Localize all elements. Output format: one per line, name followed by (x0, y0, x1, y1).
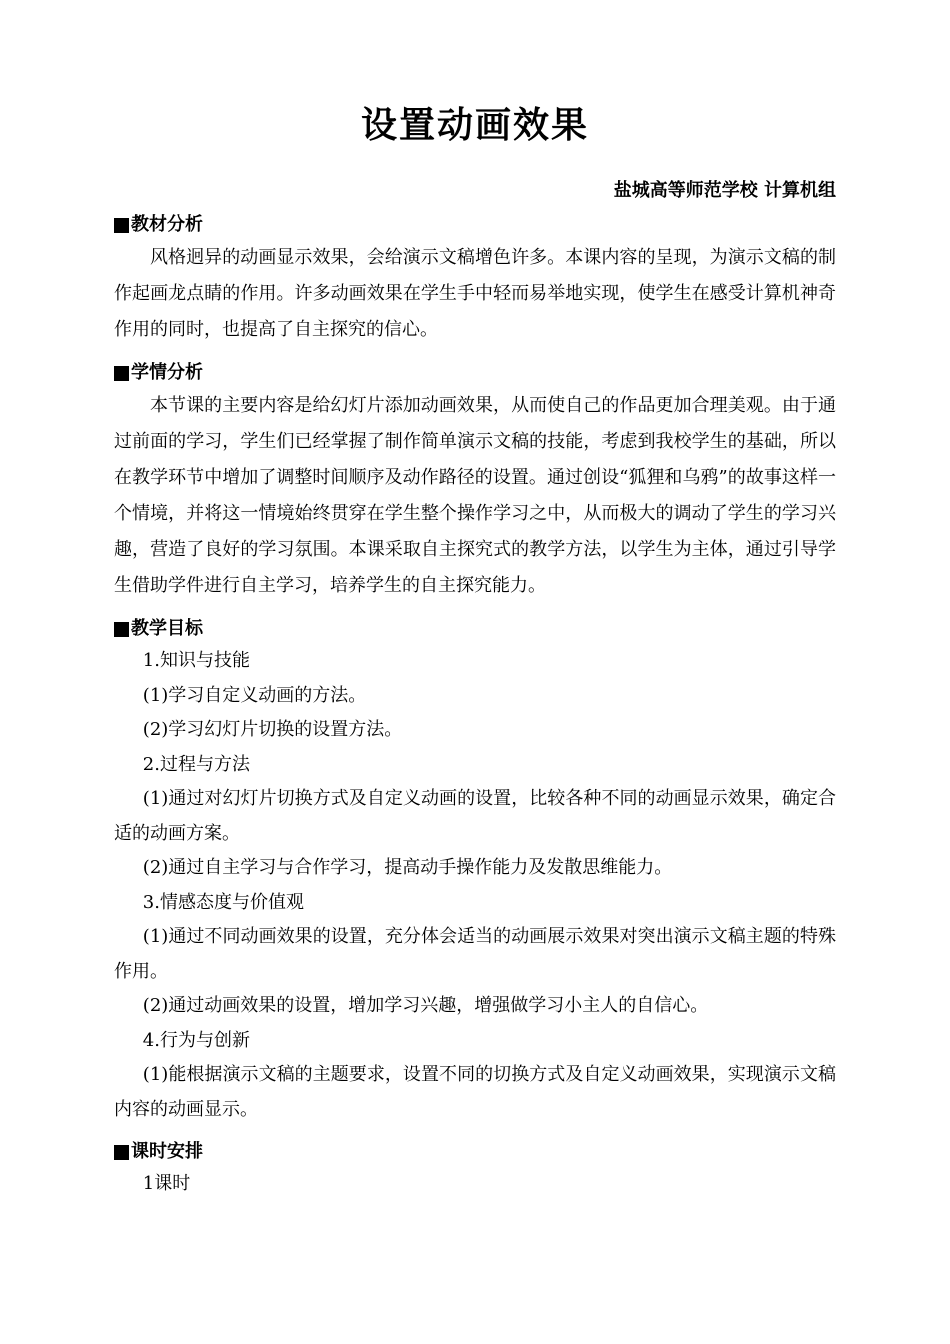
analysis-paragraph: 风格迥异的动画显示效果，会给演示文稿增色许多。本课内容的呈现，为演示文稿的制作起画龙点睛的作用。许多动画效果在学生手中轻而易举地实现，使学生在感受计算机神奇作用的同时，也提高了自主探究的信心。 (114, 247, 836, 340)
goal-item: (2)通过动画效果的设置，增加学习兴趣，增强做学习小主人的自信心。 (142, 995, 709, 1016)
students-paragraph: 本节课的主要内容是给幻灯片添加动画效果，从而使自己的作品更加合理美观。由于通过前面的学习，学生们已经掌握了制作简单演示文稿的技能，考虑到我校学生的基础，所以在教学环节中增加了调整时间顺序及动作路径的设置。通过创设“狐狸和乌鸦”的故事这样一个情境，并将这一情境始终贯穿在学生整个操作学习之中，从而极大的调动了学生的学习兴趣，营造了良好的学习氛围。本课采取自主探究式的教学方法，以学生为主体，通过引导学生借助学件进行自主学习，培养学生的自主探究能力。 (114, 395, 836, 596)
goal-item: 3.情感态度与价值观 (142, 891, 304, 913)
document-body (114, 210, 836, 1202)
square-bullet-icon (114, 366, 129, 381)
section-heading-analysis (114, 210, 836, 240)
goal-item: 2.过程与方法 (142, 753, 250, 775)
section-heading-text: 教材分析 (131, 214, 203, 235)
schedule-text: 1课时 (142, 1173, 191, 1194)
section-heading-text: 学情分析 (131, 362, 203, 383)
goal-item: 1.知识与技能 (142, 650, 250, 671)
goal-item: (1)通过对幻灯片切换方式及自定义动画的设置，比较各种不同的动画显示效果，确定合适的动画方案。 (114, 788, 836, 844)
goal-item: (2)学习幻灯片切换的设置方法。 (142, 719, 403, 740)
author-line: 盐城高等师范学校 计算机组 (613, 180, 836, 201)
section-heading-text: 教学目标 (131, 618, 203, 639)
section-heading-students (114, 358, 836, 388)
section-heading-goals (114, 614, 836, 644)
square-bullet-icon (114, 622, 129, 637)
section-heading-schedule (114, 1137, 836, 1167)
goal-item: 4.行为与创新 (142, 1029, 250, 1051)
square-bullet-icon (114, 218, 129, 233)
goal-item: (2)通过自主学习与合作学习，提高动手操作能力及发散思维能力。 (142, 857, 673, 878)
goal-item: (1)能根据演示文稿的主题要求，设置不同的切换方式及自定义动画效果，实现演示文稿内容的动画显示。 (114, 1064, 836, 1120)
goal-item: (1)通过不同动画效果的设置，充分体会适当的动画展示效果对突出演示文稿主题的特殊作用。 (114, 926, 836, 982)
section-heading-text: 课时安排 (131, 1141, 203, 1162)
page-title: 设置动画效果 (360, 105, 589, 146)
goal-item: (1)学习自定义动画的方法。 (142, 684, 367, 706)
square-bullet-icon (114, 1145, 129, 1160)
